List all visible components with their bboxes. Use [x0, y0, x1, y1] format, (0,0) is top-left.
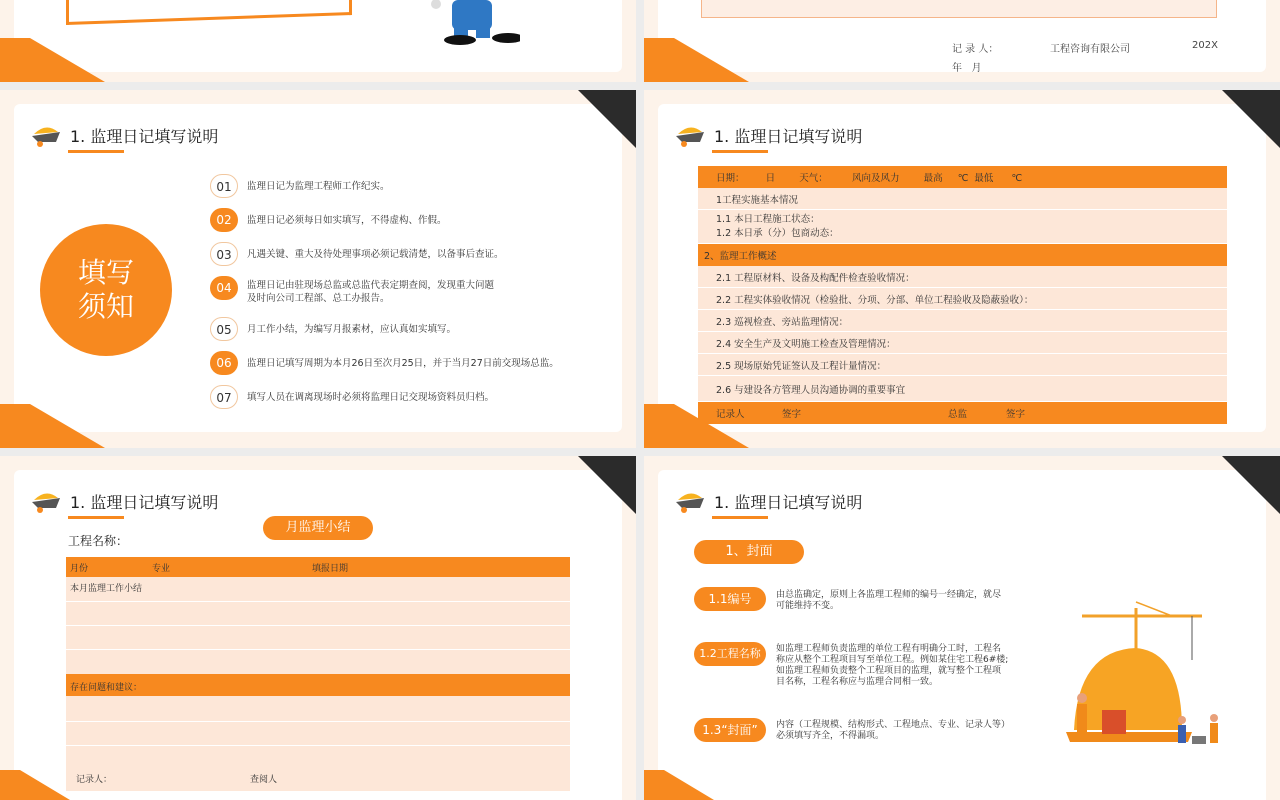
- slide-header: [30, 122, 218, 148]
- table-footer-row: [698, 402, 1227, 424]
- wheelbarrow-helmet-icon: [30, 122, 62, 148]
- recorder-label: 记 录 人：: [952, 44, 999, 55]
- slide-5[interactable]: [0, 456, 636, 800]
- item-label-pill: 1.1编号: [694, 587, 766, 611]
- orange-corner-shape: [0, 404, 110, 448]
- slide-title: 1. 监理日记填写说明: [714, 126, 863, 146]
- badge-line-2: 须知: [77, 290, 134, 323]
- slide-2[interactable]: [644, 0, 1280, 82]
- slide-2-table-bottom: [701, 0, 1217, 18]
- slide-title: 1. 监理日记填写说明: [70, 492, 219, 512]
- table-row: 2.4 安全生产及文明施工检查及管理情况：: [698, 332, 1227, 354]
- monthly-summary-pill: 月监理小结: [263, 516, 373, 540]
- recorder-label: 记录人：: [76, 775, 113, 785]
- orange-corner-shape: [644, 38, 754, 82]
- wheelbarrow-helmet-icon: [674, 488, 706, 514]
- badge-line-1: 填写: [77, 256, 134, 289]
- sign-cell: 签字: [782, 409, 802, 420]
- construction-helmet-crane-icon: [1052, 600, 1242, 760]
- year-text: 202X: [1192, 40, 1218, 51]
- worker-figure-icon: [430, 0, 520, 48]
- summary-label: 本月监理工作小结: [70, 584, 143, 594]
- list-item: 监理日记必须每日如实填写，不得虚构、作假。: [247, 215, 447, 226]
- table-row: 1工程实施基本情况: [698, 188, 1227, 210]
- item-number: 04: [210, 276, 238, 300]
- title-underline: [68, 516, 124, 519]
- col-major: 专业: [152, 564, 171, 574]
- table-header-row: 日期： 日 天气： 风向及风力 最高 ℃ 最低 ℃: [698, 166, 1227, 188]
- slide-header: [30, 488, 218, 514]
- item-label-pill: 1.2工程名称: [694, 642, 766, 666]
- list-item: 监理日记由驻现场总监或总监代表定期查阅，发现重大问题 及时向公司工程部、总工办报告。: [247, 280, 495, 304]
- chief-cell: 总监: [948, 409, 968, 420]
- list-item: 填写人员在调离现场时必须将监理日记交现场资料员归档。: [247, 392, 495, 403]
- summary-table: [66, 557, 570, 791]
- slide-header: [674, 122, 862, 148]
- row-divider: [66, 745, 570, 746]
- dark-corner-triangle: [1222, 456, 1280, 514]
- issues-label: 存在问题和建议：: [70, 683, 143, 693]
- item-number: 07: [210, 385, 238, 409]
- slide-title: 1. 监理日记填写说明: [70, 126, 219, 146]
- orange-corner-shape: [0, 38, 110, 82]
- item-number: 05: [210, 317, 238, 341]
- slide-3[interactable]: [0, 90, 636, 448]
- table-row: 2.5 现场原始凭证签认及工程计量情况：: [698, 354, 1227, 376]
- company-name: 工程咨询有限公司: [1050, 44, 1130, 55]
- row-divider: [66, 649, 570, 650]
- item-number: 02: [210, 208, 238, 232]
- project-name-label: 工程名称：: [68, 534, 129, 548]
- dark-corner-triangle: [578, 456, 636, 514]
- table-row: 2.3 巡视检查、旁站监理情况：: [698, 310, 1227, 332]
- list-item: 监理日记为监理工程师工作纪实。: [247, 181, 390, 192]
- slide-4[interactable]: [644, 90, 1280, 448]
- orange-corner-shape: [644, 770, 754, 800]
- row-divider: [66, 625, 570, 626]
- issues-row: [66, 674, 570, 696]
- item-number: 03: [210, 242, 238, 266]
- item-label-pill: 1.3“封面”: [694, 718, 766, 742]
- item-description: 如监理工程师负责监理的单位工程有明确分工时，工程名 称应从整个工程项目写至单位工程。例如某住宅工程6#楼; 如监理工程师负责整个工程项目的监理，就写整个工程项 目名称，工程名称应与监理合同相一致。: [776, 644, 1009, 687]
- item-description: 内容（工程规模、结构形式、工程地点、专业、记录人等） 必须填写齐全，不得漏项。: [776, 720, 1011, 741]
- slide-header: [674, 488, 862, 514]
- row-divider: [66, 721, 570, 722]
- wheelbarrow-helmet-icon: [30, 488, 62, 514]
- cover-section-pill: 1、封面: [694, 540, 804, 564]
- list-item: 监理日记填写周期为本月26日至次月25日，并于当月27日前交现场总监。: [247, 358, 559, 369]
- list-item: 月工作小结，为编写月报素材，应认真如实填写。: [247, 324, 457, 335]
- year-month-text: 年 月: [952, 63, 982, 74]
- list-item: 凡遇关键、重大及待处理事项必须记载清楚，以备事后查证。: [247, 249, 504, 260]
- slide-1[interactable]: [0, 0, 636, 82]
- title-underline: [712, 516, 768, 519]
- col-date: 填报日期: [312, 564, 349, 574]
- title-underline: [712, 150, 768, 153]
- title-underline: [68, 150, 124, 153]
- table-row: 2.1 工程原材料、设备及构配件检查验收情况：: [698, 266, 1227, 288]
- sign-cell: 签字: [1006, 409, 1026, 420]
- wheelbarrow-helmet-icon: [674, 122, 706, 148]
- row-divider: [66, 601, 570, 602]
- slide-title: 1. 监理日记填写说明: [714, 492, 863, 512]
- slide-6[interactable]: [644, 456, 1280, 800]
- col-month: 月份: [70, 564, 89, 574]
- dark-corner-triangle: [1222, 90, 1280, 148]
- reviewer-label: 查阅人: [250, 775, 278, 785]
- notice-badge: [40, 224, 172, 356]
- table-row: 2、监理工作概述: [698, 244, 1227, 266]
- table-row: 2.6 与建设各方管理人员沟通协调的重要事宜: [698, 376, 1227, 402]
- recorder-cell: 记录人: [716, 409, 745, 420]
- item-number: 06: [210, 351, 238, 375]
- table-row: 1.1 本日工程施工状态： 1.2 本日承（分）包商动态：: [698, 210, 1227, 244]
- dark-corner-triangle: [578, 90, 636, 148]
- table-header-row: [66, 557, 570, 577]
- diary-table: [698, 166, 1227, 424]
- item-number: 01: [210, 174, 238, 198]
- table-row: 2.2 工程实体验收情况（检验批、分项、分部、单位工程验收及隐蔽验收）：: [698, 288, 1227, 310]
- item-description: 由总监确定，原则上各监理工程师的编号一经确定，就尽 可能维持不变。: [776, 590, 1002, 611]
